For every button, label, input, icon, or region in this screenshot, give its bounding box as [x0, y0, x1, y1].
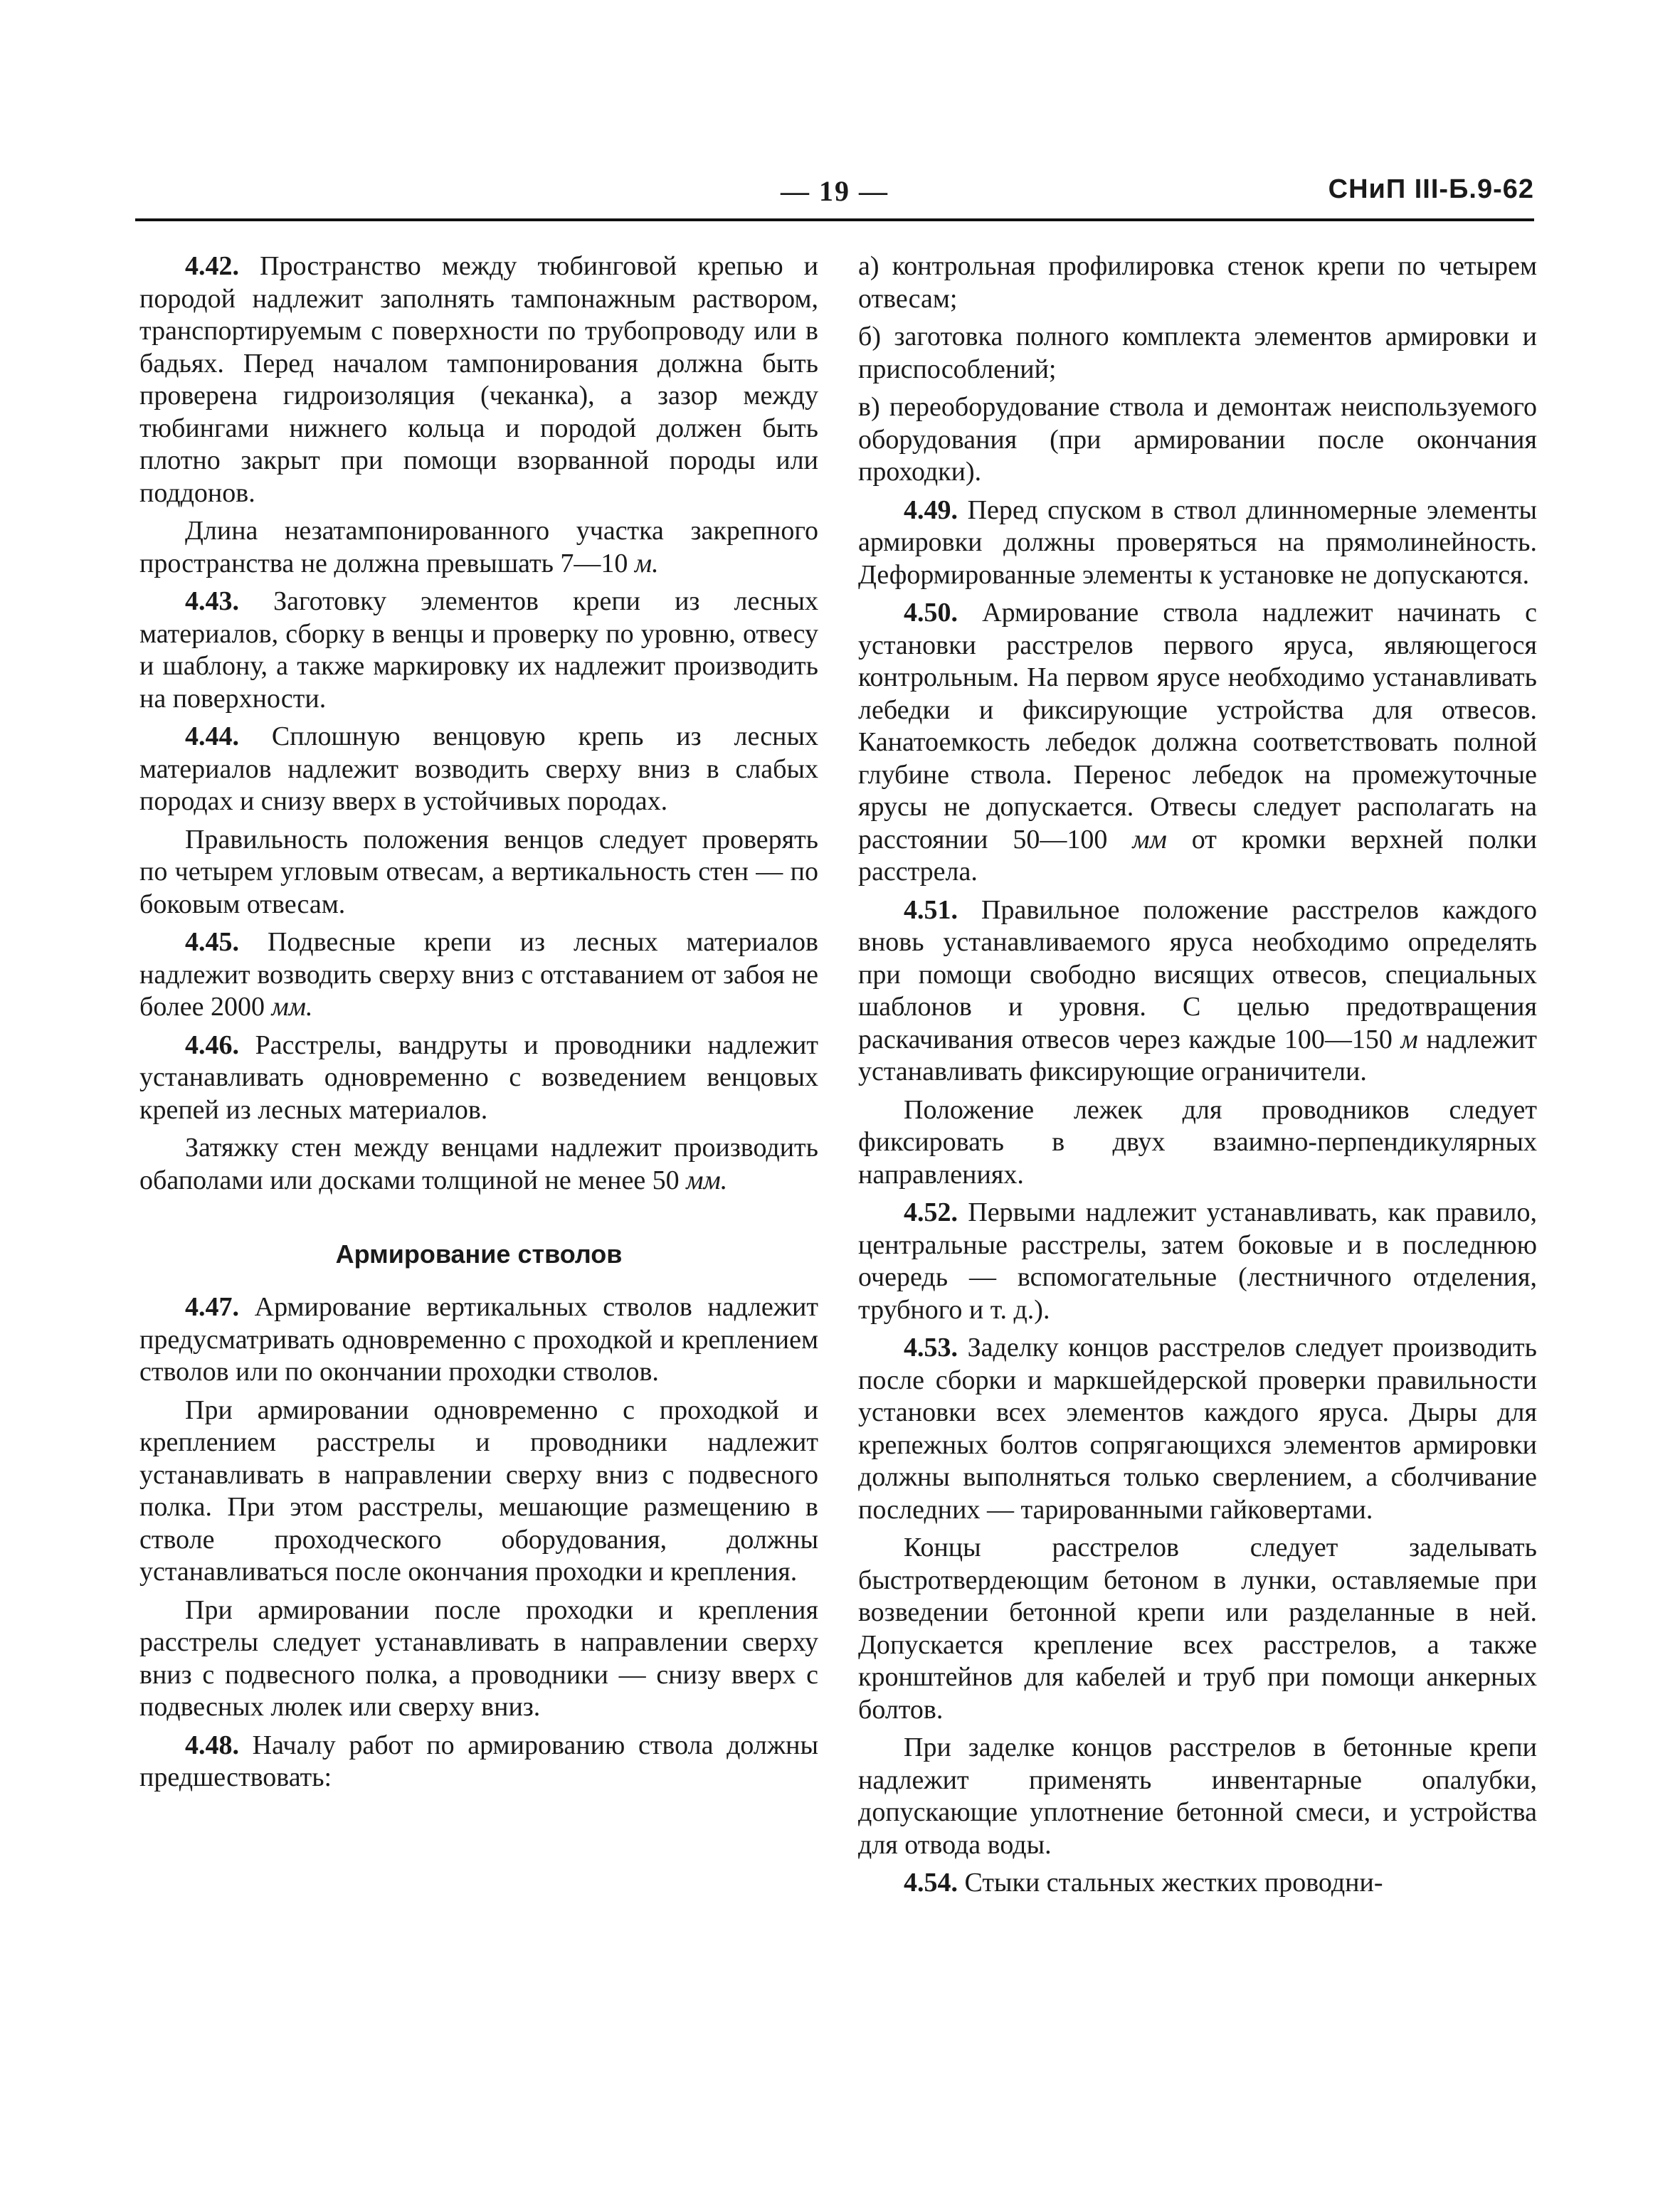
clause-4-46	[139, 1030, 818, 1127]
clause-text: Началу работ по армированию ствола должны предшествовать:	[139, 1730, 818, 1792]
clause-number: 4.52.	[904, 1197, 958, 1227]
clause-4-51	[858, 894, 1537, 1089]
paragraph: При армировании одновременно с проходкой и креплением расстрелы и проводники надлежит устанавливать в направлении сверху вниз с подвесного полка. При этом расстрелы, мешающие размещению в стволе проходческого оборудования, должны устанавливаться после окончания проходки и крепления.	[139, 1395, 818, 1587]
header-rule	[135, 218, 1534, 221]
unit: м	[1400, 1024, 1418, 1054]
clause-number: 4.49.	[904, 494, 958, 525]
unit: м.	[634, 548, 659, 578]
clause-text: от кромки верхней полки расстрела.	[858, 824, 1537, 887]
clause-text: Первыми надлежит устанавливать, как правило, центральные расстрелы, затем боковые и в последнюю очередь — вспомогательные (лестничного отделения, трубного и т. д.).	[858, 1197, 1537, 1325]
list-item-a: а) контрольная профилировка стенок крепи по четырем отвесам;	[858, 251, 1537, 314]
paragraph-text: Затяжку стен между венцами надлежит производить обаполами или досками толщиной не менее 50	[139, 1133, 818, 1195]
list-item-c: в) переоборудование ствола и демонтаж неиспользуемого оборудования (при армировании после окончания проходки).	[858, 392, 1537, 487]
clause-4-50	[858, 597, 1537, 889]
paragraph: Концы расстрелов следует заделывать быстротвердеющим бетоном в лунки, оставляемые при возведении бетонной крепи или разделанные в ней. Допускается крепление всех расстрелов, а также кронштейнов для кабелей и труб при помощи анкерных болтов.	[858, 1533, 1537, 1725]
clause-4-44	[139, 721, 818, 818]
clause-number: 4.46.	[185, 1030, 239, 1060]
paragraph: При заделке концов расстрелов в бетонные крепи надлежит применять инвентарные опалубки, допускающие уплотнение бетонной смеси, и устройства для отвода воды.	[858, 1732, 1537, 1860]
clause-4-49	[858, 494, 1537, 592]
clause-4-48	[139, 1730, 818, 1794]
clause-4-43	[139, 586, 818, 715]
clause-4-53	[858, 1332, 1537, 1526]
unit: мм.	[271, 992, 313, 1022]
clause-number: 4.50.	[904, 598, 958, 628]
paragraph: При армировании после проходки и крепления расстрелы следует устанавливать в направлении сверху вниз с подвесного полка, а проводники — снизу вверх с подвесных люлек или сверху вниз.	[139, 1594, 818, 1722]
clause-number: 4.42.	[185, 251, 239, 281]
document-code: СНиП III-Б.9-62	[1328, 174, 1534, 204]
clause-4-45	[139, 926, 818, 1024]
clause-number: 4.45.	[185, 927, 239, 957]
clause-text: Подвесные крепи из лесных материалов надлежит возводить сверху вниз с отставанием от забоя не более 2000	[139, 927, 818, 1022]
clause-text: Пространство между тюбинговой крепью и породой надлежит заполнять тампонажным раствором, транспортируемым с поверхности по трубопроводу или в бадьях. Перед началом тампонирования должна быть проверена гидроизоляция (чеканка), а зазор между тюбингами нижнего кольца и породой должен быть плотно закрыт при помощи взорванной породы или поддонов.	[139, 251, 818, 508]
clause-number: 4.53.	[904, 1333, 958, 1363]
unit: мм.	[686, 1165, 728, 1195]
clause-text: Стыки стальных жестких проводни-	[958, 1868, 1383, 1898]
unit: мм	[1132, 824, 1167, 855]
clause-text: Сплошную венцовую крепь из лесных материалов надлежит возводить сверху вниз в слабых породах и снизу вверх в устойчивых породах.	[139, 721, 818, 816]
section-title: Армирование стволов	[335, 1239, 623, 1269]
clause-4-52	[858, 1197, 1537, 1326]
clause-text: Армирование вертикальных стволов надлежит предусматривать одновременно с проходкой и креплением стволов или по окончании проходки стволов.	[139, 1292, 818, 1387]
clause-number: 4.51.	[904, 894, 958, 925]
paragraph: Положение лежек для проводников следует фиксировать в двух взаимно-перпендикулярных направлениях.	[858, 1094, 1537, 1190]
clause-text: Правильное положение расстрелов каждого вновь устанавливаемого яруса необходимо определять при помощи свободно висящих отвесов, специальных шаблонов и уровня. С целью предотвращения раскачивания отвесов через каждые 100—150	[858, 894, 1537, 1054]
clause-number: 4.54.	[904, 1868, 958, 1898]
left-column	[139, 250, 818, 1800]
clause-text: Перед спуском в ствол длинномерные элементы армировки должны проверяться на прямолинейность. Деформированные элементы к установке не допускаются.	[858, 494, 1537, 590]
paragraph: Правильность положения венцов следует проверять по четырем угловым отвесам, а вертикальность стен — по боковым отвесам.	[139, 824, 818, 919]
paragraph	[139, 1132, 818, 1197]
paragraph-text: Длина незатампонированного участка закрепного пространства не должна превышать 7—10	[139, 516, 818, 578]
page-header	[135, 174, 1534, 217]
clause-text: надлежит устанавливать фиксирующие ограничители.	[858, 1024, 1538, 1086]
clause-text: Армирование ствола надлежит начинать с установки расстрелов первого яруса, являющегося контрольным. На первом ярусе необходимо устанавливать лебедки и фиксирующие устройства для отвесов. Канатоемкость лебедок должна соответствовать полной глубине ствола. Перенос лебедок на промежуточные ярусы не допускается. Отвесы следует располагать на расстоянии 50—100	[858, 598, 1537, 855]
clause-number: 4.43.	[185, 586, 239, 616]
clause-number: 4.44.	[185, 721, 239, 751]
list-item-b: б) заготовка полного комплекта элементов армировки и приспособлений;	[858, 322, 1537, 384]
clause-4-54	[858, 1867, 1537, 1900]
paragraph	[139, 515, 818, 580]
page-number: — 19 —	[781, 175, 889, 207]
clause-number: 4.48.	[185, 1730, 239, 1760]
clause-number: 4.47.	[185, 1292, 239, 1322]
clause-text: Расстрелы, вандруты и проводники надлежит устанавливать одновременно с возведением венцовых крепей из лесных материалов.	[139, 1030, 818, 1125]
clause-4-42	[139, 250, 818, 509]
clause-text: Заготовку элементов крепи из лесных материалов, сборку в венцы и проверку по уровню, отвесу и шаблону, а также маркировку их надлежит производить на поверхности.	[139, 586, 818, 714]
clause-text: Заделку концов расстрелов следует производить после сборки и маркшейдерской проверки правильности установки всех элементов каждого яруса. Дыры для крепежных болтов сопрягающихся элементов армировки должны выполняться только сверлением, а сболчивание последних — тарированными гайковертами.	[858, 1333, 1537, 1525]
clause-4-47	[139, 1291, 818, 1389]
right-column	[858, 250, 1537, 1905]
